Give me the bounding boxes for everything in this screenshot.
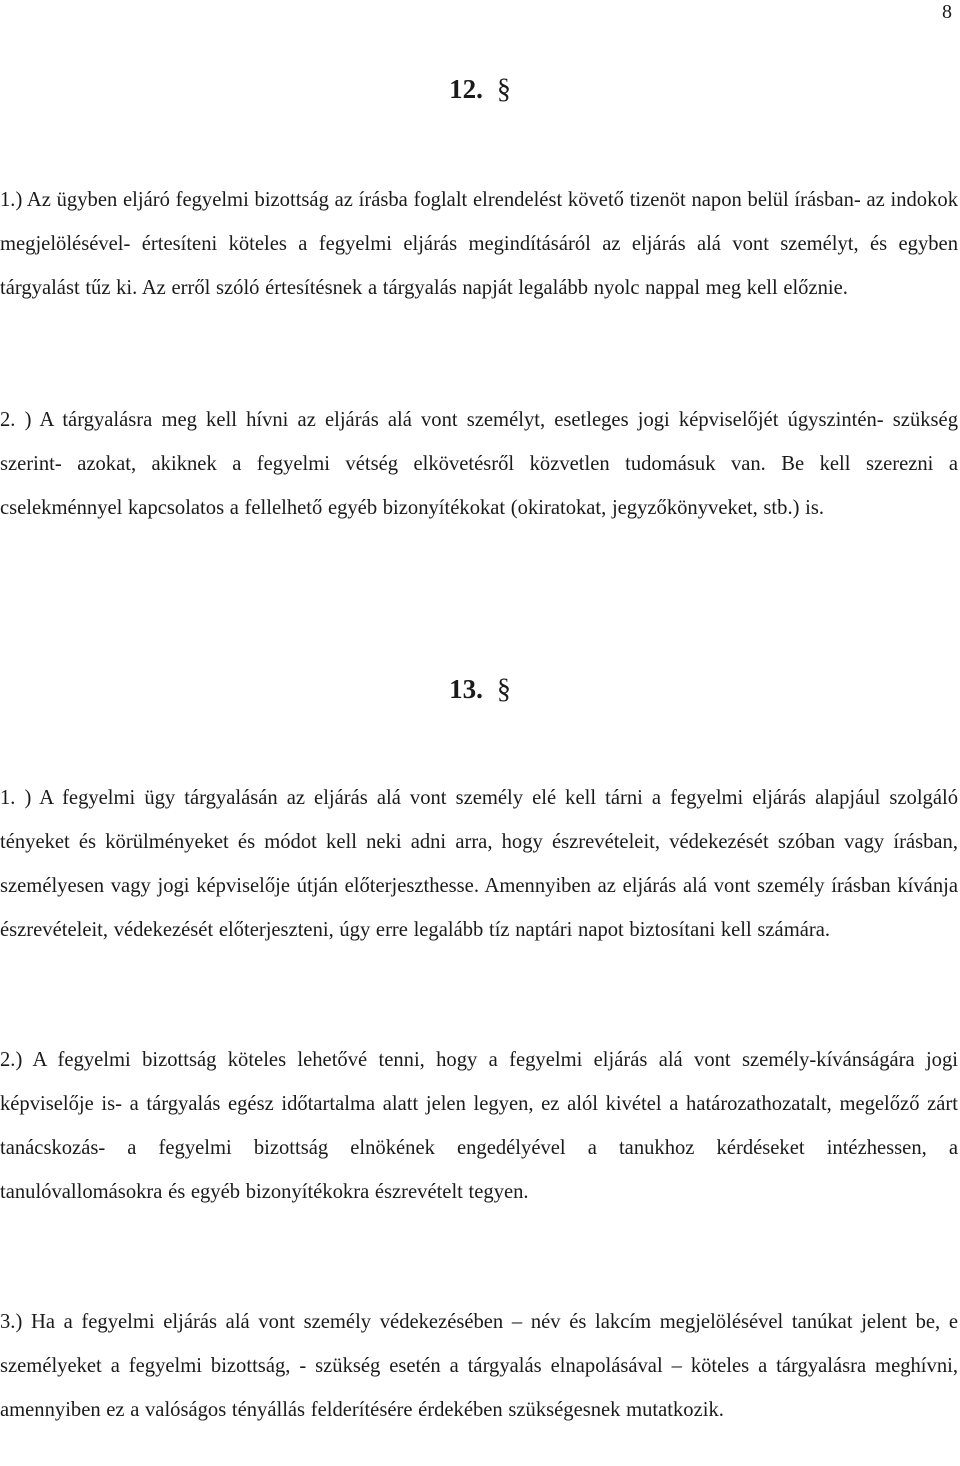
- section-symbol: §: [496, 74, 511, 105]
- section-heading-12: [0, 74, 960, 105]
- section-number: 12.: [449, 74, 483, 104]
- page-number: 8: [942, 1, 952, 23]
- paragraph-12-1: 1.) Az ügyben eljáró fegyelmi bizottság az írásba foglalt elrendelést követő tizenöt napon belül írásban- az indokok megjelölésével- értesíteni köteles a fegyelmi eljárás megindításáról az eljárás alá vont személyt, és egyben tárgyalást tűz ki. Az erről szóló értesítésnek a tárgyalás napját legalább nyolc nappal meg kell előznie.: [0, 189, 958, 299]
- paragraph-12-2: 2. ) A tárgyalásra meg kell hívni az eljárás alá vont személyt, esetleges jogi képviselőjét úgyszintén- szükség szerint- azokat, akiknek a fegyelmi vétség elkövetésről közvetlen tudomásuk van. Be kell szerezni a cselekménnyel kapcsolatos a fellelhető egyéb bizonyítékokat (okiratokat, jegyzőkönyveket, stb.) is.: [0, 409, 958, 519]
- paragraph-13-2: 2.) A fegyelmi bizottság köteles lehetővé tenni, hogy a fegyelmi eljárás alá vont személy-kívánságára jogi képviselője is- a tárgyalás egész időtartalma alatt jelen legyen, ez alól kivétel a határozathozatalt, megelőző zárt tanácskozás- a fegyelmi bizottság elnökének engedélyével a tanukhoz kérdéseket intézhessen, a tanulóvallomásokra és egyéb bizonyítékokra észrevételt tegyen.: [0, 1049, 958, 1203]
- section-heading-13: [0, 674, 960, 705]
- paragraph-13-1: 1. ) A fegyelmi ügy tárgyalásán az eljárás alá vont személy elé kell tárni a fegyelmi eljárás alapjául szolgáló tényeket és körülményeket és módot kell neki adni arra, hogy észrevételeit, védekezését szóban vagy írásban, személyesen vagy jogi képviselője útján előterjeszthesse. Amennyiben az eljárás alá vont személy írásban kívánja észrevételeit, védekezését előterjeszteni, úgy erre legalább tíz naptári napot biztosítani kell számára.: [0, 787, 958, 941]
- paragraph-13-3: 3.) Ha a fegyelmi eljárás alá vont személy védekezésében – név és lakcím megjelölésével tanúkat jelent be, e személyeket a fegyelmi bizottság, - szükség esetén a tárgyalás elnapolásával – köteles a tárgyalásra meghívni, amennyiben ez a valóságos tényállás felderítésére érdekében szükségesnek mutatkozik.: [0, 1311, 958, 1421]
- section-symbol: §: [496, 674, 511, 705]
- section-number: 13.: [449, 674, 483, 704]
